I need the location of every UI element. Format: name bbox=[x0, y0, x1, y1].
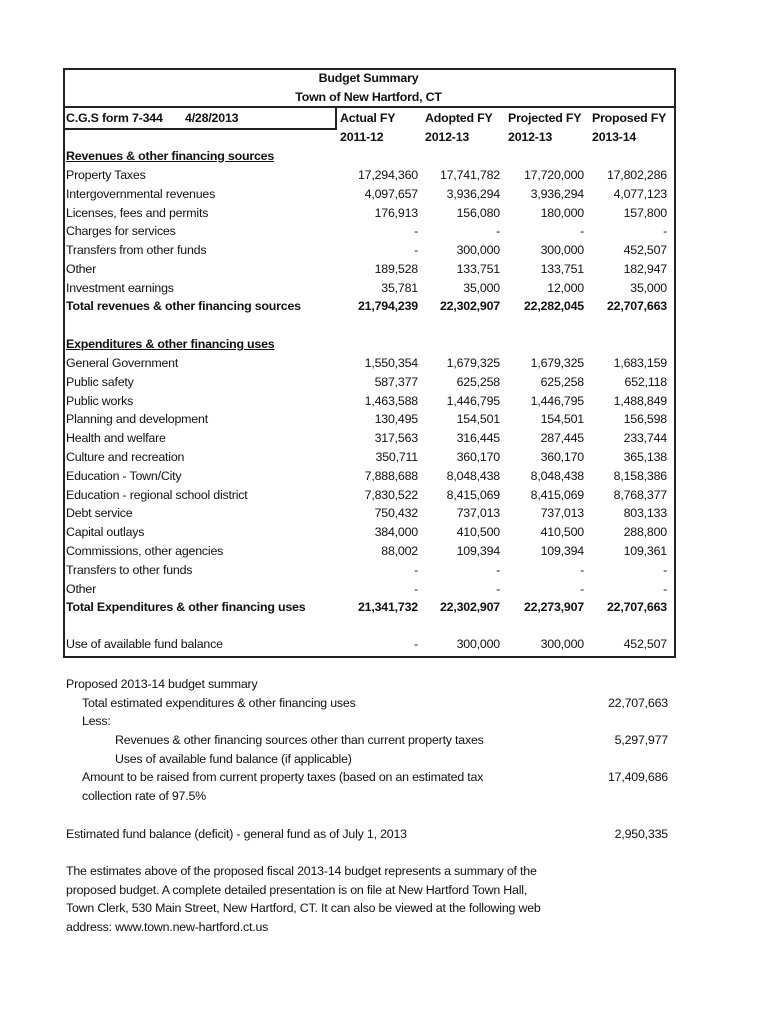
revenues-total-value: 21,794,239 bbox=[357, 299, 418, 313]
revenue-row-value: 133,751 bbox=[540, 262, 584, 276]
expenditures-total-value: 22,302,907 bbox=[439, 600, 500, 614]
expenditure-row-value: 625,258 bbox=[540, 374, 584, 389]
expenditures-total-value: 22,707,663 bbox=[606, 600, 667, 614]
expenditure-row-value: 109,394 bbox=[540, 544, 584, 558]
expenditure-row-value: 1,679,325 bbox=[446, 356, 500, 370]
expenditure-row-value: 8,048,438 bbox=[446, 468, 500, 483]
expenditure-row-value: 365,138 bbox=[623, 450, 667, 464]
revenue-row-value: 35,781 bbox=[381, 280, 418, 295]
expenditure-row-value: 8,048,438 bbox=[530, 468, 584, 483]
fund-balance-row-value: - bbox=[414, 637, 418, 651]
revenue-row-value: 182,947 bbox=[623, 262, 667, 276]
revenue-row-value: 300,000 bbox=[540, 243, 584, 258]
column-year: 2011-12 bbox=[340, 130, 384, 144]
revenue-row-label: Licenses, fees and permits bbox=[66, 205, 209, 220]
est-fund-value: 2,950,335 bbox=[614, 827, 668, 841]
note-line: address: www.town.new-hartford.ct.us bbox=[66, 920, 269, 934]
revenue-row-value: - bbox=[663, 224, 667, 239]
expenditures-total-label: Total Expenditures & other financing uses bbox=[66, 600, 306, 614]
uses-fund-label: Uses of available fund balance (if applicable) bbox=[115, 752, 352, 766]
expenditure-row-value: 737,013 bbox=[540, 506, 584, 521]
revenue-row-label: Transfers from other funds bbox=[66, 243, 207, 258]
expenditure-row-label: Culture and recreation bbox=[66, 450, 185, 464]
expenditure-row-value: 625,258 bbox=[456, 374, 500, 389]
column-header: Actual FY bbox=[340, 111, 396, 125]
fund-balance-row-label: Use of available fund balance bbox=[66, 637, 223, 651]
expenditure-row-value: 652,118 bbox=[624, 374, 667, 389]
revenue-row-value: 35,000 bbox=[630, 280, 667, 295]
expenditure-row-value: 360,170 bbox=[456, 450, 500, 464]
expenditure-row-label: Public safety bbox=[66, 374, 134, 389]
revenues-total-value: 22,707,663 bbox=[606, 299, 667, 313]
revenue-row-label: Charges for services bbox=[66, 224, 176, 239]
expenditure-row-value: - bbox=[496, 562, 500, 577]
expenditure-row-value: 8,415,069 bbox=[530, 487, 584, 502]
revenue-row-label: Property Taxes bbox=[66, 168, 146, 182]
revenue-row-value: 157,800 bbox=[623, 205, 667, 220]
note-line: The estimates above of the proposed fiscal 2013-14 budget represents a summary of the bbox=[66, 864, 537, 878]
expenditure-row-value: 1,463,588 bbox=[364, 393, 418, 408]
summary-heading: Proposed 2013-14 budget summary bbox=[66, 677, 258, 691]
amount-label-1: Amount to be raised from current property taxes (based on an estimated tax bbox=[82, 770, 484, 784]
expenditure-row-value: - bbox=[580, 581, 584, 596]
column-header: Projected FY bbox=[508, 111, 582, 125]
revenue-row-value: 133,751 bbox=[456, 262, 500, 276]
revenues-heading: Revenues & other financing sources bbox=[66, 149, 275, 163]
expenditure-row-value: 1,683,159 bbox=[613, 356, 667, 370]
expenditures-heading: Expenditures & other financing uses bbox=[66, 337, 275, 351]
expenditure-row-label: Commissions, other agencies bbox=[66, 544, 224, 558]
expenditure-row-value: 410,500 bbox=[540, 525, 584, 540]
revenue-row-value: - bbox=[414, 224, 418, 239]
expenditure-row-value: 109,361 bbox=[623, 544, 667, 558]
revenue-row-value: 300,000 bbox=[456, 243, 500, 258]
expenditure-row-value: 8,158,386 bbox=[613, 468, 667, 483]
revenue-row-label: Intergovernmental revenues bbox=[66, 186, 216, 201]
rev-other-label: Revenues & other financing sources other than current property taxes bbox=[115, 733, 484, 747]
revenue-row-value: - bbox=[496, 224, 500, 239]
less-label: Less: bbox=[82, 714, 111, 728]
revenue-row-value: 452,507 bbox=[623, 243, 667, 258]
est-fund-label: Estimated fund balance (deficit) - general fund as of July 1, 2013 bbox=[66, 827, 407, 841]
revenues-total-value: 22,282,045 bbox=[523, 299, 584, 313]
revenue-row-value: 156,080 bbox=[456, 205, 500, 220]
expenditures-total-value: 21,341,732 bbox=[357, 600, 418, 614]
expenditure-row-value: 156,598 bbox=[623, 412, 667, 427]
expenditure-row-value: 8,415,069 bbox=[446, 487, 500, 502]
revenue-row-value: 3,936,294 bbox=[446, 186, 500, 201]
revenue-row-label: Other bbox=[66, 262, 96, 276]
expenditure-row-value: 1,446,795 bbox=[446, 393, 500, 408]
fund-balance-row-value: 300,000 bbox=[456, 637, 500, 651]
expenditure-row-value: 130,495 bbox=[374, 412, 418, 427]
rev-other-value: 5,297,977 bbox=[614, 733, 668, 747]
title: Budget Summary bbox=[318, 71, 419, 85]
expenditure-row-value: 360,170 bbox=[540, 450, 584, 464]
expenditure-row-value: 1,446,795 bbox=[530, 393, 584, 408]
expenditure-row-value: 317,563 bbox=[374, 431, 418, 446]
expenditures-total-value: 22,273,907 bbox=[523, 600, 584, 614]
amount-value: 17,409,686 bbox=[607, 770, 668, 784]
total-exp-label: Total estimated expenditures & other financing uses bbox=[82, 696, 356, 710]
subtitle: Town of New Hartford, CT bbox=[295, 90, 442, 104]
expenditure-row-value: 7,888,688 bbox=[364, 468, 418, 483]
expenditure-row-value: 1,550,354 bbox=[364, 356, 418, 370]
expenditure-row-value: - bbox=[414, 581, 418, 596]
revenues-total-value: 22,302,907 bbox=[439, 299, 500, 313]
expenditure-row-label: Planning and development bbox=[66, 412, 208, 427]
expenditure-row-value: 1,488,849 bbox=[613, 393, 667, 408]
form-date: 4/28/2013 bbox=[185, 111, 239, 125]
column-header: Adopted FY bbox=[425, 111, 493, 125]
column-header: Proposed FY bbox=[592, 111, 667, 125]
revenue-row-label: Investment earnings bbox=[66, 280, 174, 295]
expenditure-row-label: Other bbox=[66, 581, 96, 596]
expenditure-row-value: 803,133 bbox=[623, 506, 667, 521]
revenue-row-value: 17,294,360 bbox=[357, 168, 418, 182]
expenditure-row-label: General Government bbox=[66, 356, 179, 370]
expenditure-row-value: 1,679,325 bbox=[530, 356, 584, 370]
expenditure-row-value: 384,000 bbox=[374, 525, 418, 540]
revenue-row-value: 180,000 bbox=[540, 205, 584, 220]
expenditure-row-label: Public works bbox=[66, 393, 134, 408]
expenditure-row-value: - bbox=[414, 562, 418, 577]
expenditure-row-value: 287,445 bbox=[540, 431, 584, 446]
expenditure-row-label: Transfers to other funds bbox=[66, 562, 193, 577]
revenue-row-value: 4,077,123 bbox=[613, 186, 667, 201]
expenditure-row-value: 750,432 bbox=[374, 506, 418, 521]
expenditure-row-value: 233,744 bbox=[623, 431, 667, 446]
expenditure-row-label: Debt service bbox=[66, 506, 133, 521]
column-year: 2012-13 bbox=[508, 130, 553, 144]
expenditure-row-value: 109,394 bbox=[456, 544, 500, 558]
note-line: Town Clerk, 530 Main Street, New Hartford, CT. It can also be viewed at the following web bbox=[66, 901, 541, 915]
revenues-total-label: Total revenues & other financing sources bbox=[66, 299, 301, 313]
revenue-row-value: 17,741,782 bbox=[439, 168, 500, 182]
expenditure-row-value: 88,002 bbox=[381, 544, 418, 558]
expenditure-row-value: - bbox=[663, 562, 667, 577]
expenditure-row-label: Health and welfare bbox=[66, 431, 166, 446]
expenditure-row-value: 587,377 bbox=[374, 374, 418, 389]
expenditure-row-value: - bbox=[496, 581, 500, 596]
expenditure-row-label: Education - regional school district bbox=[66, 487, 248, 502]
revenue-row-value: 17,802,286 bbox=[606, 168, 667, 182]
expenditure-row-value: - bbox=[580, 562, 584, 577]
revenue-row-value: 189,528 bbox=[374, 262, 418, 276]
revenue-row-value: - bbox=[414, 243, 418, 258]
revenue-row-value: 12,000 bbox=[547, 280, 584, 295]
fund-balance-row-value: 300,000 bbox=[540, 637, 584, 651]
revenue-row-value: 17,720,000 bbox=[523, 168, 584, 182]
expenditure-row-value: 154,501 bbox=[540, 412, 584, 427]
expenditure-row-value: 288,800 bbox=[623, 525, 667, 540]
revenue-row-value: 3,936,294 bbox=[530, 186, 584, 201]
expenditure-row-value: 7,830,522 bbox=[364, 487, 418, 502]
total-exp-value: 22,707,663 bbox=[607, 696, 668, 710]
expenditure-row-value: 350,711 bbox=[375, 450, 418, 464]
expenditure-row-value: - bbox=[663, 581, 667, 596]
revenue-row-value: 35,000 bbox=[463, 280, 500, 295]
revenue-row-value: 176,913 bbox=[374, 205, 418, 220]
column-year: 2013-14 bbox=[592, 130, 637, 144]
expenditure-row-label: Capital outlays bbox=[66, 525, 145, 540]
amount-label-2: collection rate of 97.5% bbox=[82, 789, 207, 803]
note-line: proposed budget. A complete detailed presentation is on file at New Hartford Town Hall, bbox=[66, 883, 528, 897]
expenditure-row-value: 316,445 bbox=[456, 431, 500, 446]
expenditure-row-value: 8,768,377 bbox=[613, 487, 667, 502]
column-year: 2012-13 bbox=[425, 130, 470, 144]
expenditure-row-value: 737,013 bbox=[456, 506, 500, 521]
form-label: C.G.S form 7-344 bbox=[66, 111, 163, 125]
expenditure-row-label: Education - Town/City bbox=[66, 468, 182, 483]
revenue-row-value: 4,097,657 bbox=[364, 186, 418, 201]
expenditure-row-value: 410,500 bbox=[456, 525, 500, 540]
revenue-row-value: - bbox=[580, 224, 584, 239]
expenditure-row-value: 154,501 bbox=[456, 412, 500, 427]
fund-balance-row-value: 452,507 bbox=[623, 637, 667, 651]
